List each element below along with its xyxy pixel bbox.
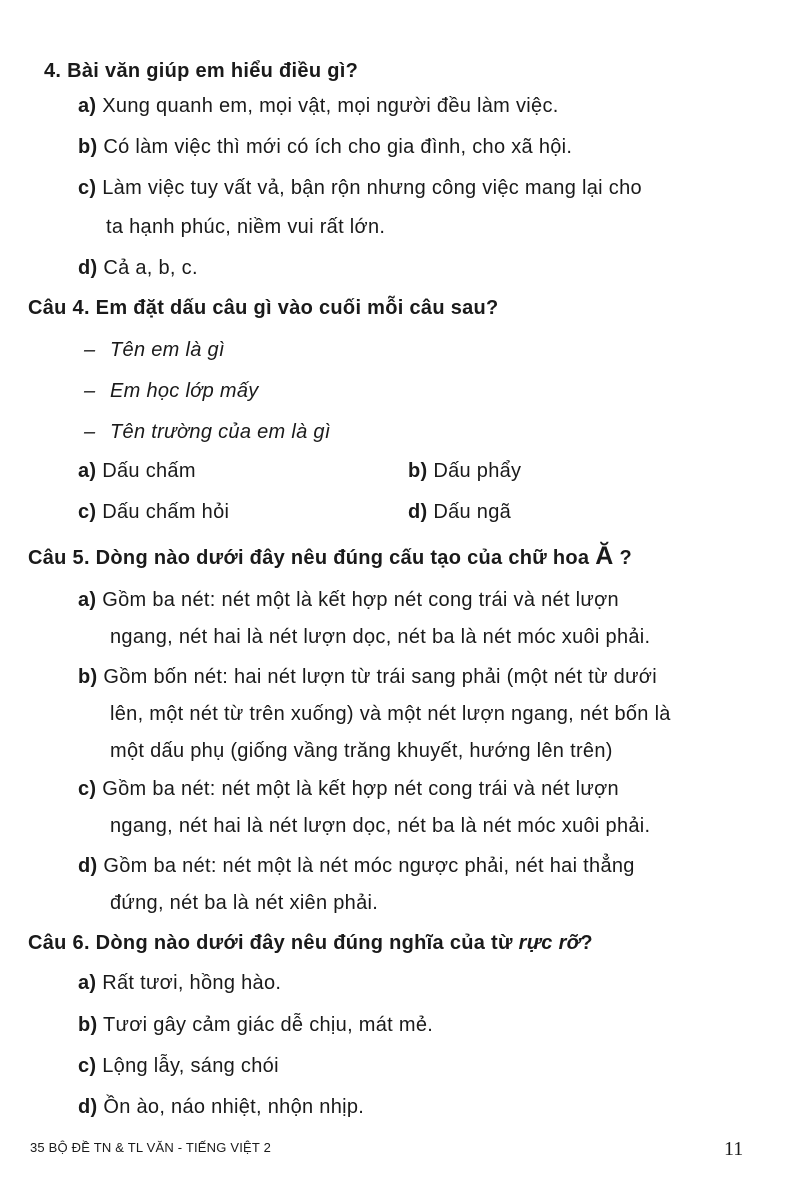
cau5-option-d-line2: đứng, nét ba là nét xiên phải. — [110, 892, 379, 914]
dash: – — [84, 421, 96, 443]
option-label: d) — [408, 501, 428, 523]
sentence-text: Em học lớp mấy — [110, 380, 259, 402]
cau5-option-a-line2: ngang, nét hai là nét lượn dọc, nét ba là nét móc xuôi phải. — [110, 626, 651, 648]
option-label: b) — [78, 1014, 98, 1036]
option-label: a) — [78, 95, 97, 117]
option-label: c) — [78, 501, 97, 523]
cau4-option-b — [408, 458, 521, 484]
question-cau5-title — [28, 543, 632, 571]
option-label: c) — [78, 778, 97, 800]
cau6-option-a — [78, 970, 281, 996]
cau5-option-b-line2: lên, một nét từ trên xuống) và một nét lượn ngang, nét bốn là — [110, 703, 671, 725]
option-text: Tươi gây cảm giác dễ chịu, mát mẻ. — [102, 1014, 434, 1036]
q4-option-c-line2: ta hạnh phúc, niềm vui rất lớn. — [106, 216, 386, 238]
option-label: b) — [408, 460, 428, 482]
option-label: a) — [78, 460, 97, 482]
title-text: Câu 6. Dòng nào dưới đây nêu đúng nghĩa của từ — [28, 932, 513, 954]
option-text: Gồm ba nét: nét một là nét móc ngược phải, nét hai thẳng — [103, 855, 635, 877]
option-text: Gồm ba nét: nét một là kết hợp nét cong trái và nét lượn — [102, 589, 619, 611]
cau5-option-d — [78, 853, 635, 879]
option-text: Dấu phẩy — [433, 460, 522, 482]
option-text: Có làm việc thì mới có ích cho gia đình, cho xã hội. — [103, 136, 573, 158]
sentence-item — [84, 378, 259, 404]
option-label: d) — [78, 257, 98, 279]
option-label: d) — [78, 1096, 98, 1118]
cau6-option-d — [78, 1094, 364, 1120]
question-mark: ? — [580, 932, 593, 954]
letter: Ă — [595, 542, 614, 570]
option-text: Xung quanh em, mọi vật, mọi người đều làm việc. — [102, 95, 559, 117]
cau6-option-b — [78, 1012, 433, 1038]
justified-line — [78, 587, 746, 613]
cau5-option-c-line2: ngang, nét hai là nét lượn dọc, nét ba là nét móc xuôi phải. — [110, 815, 651, 837]
cau4-option-c — [78, 499, 229, 525]
cau4-option-d — [408, 499, 511, 525]
cau4-option-a — [78, 458, 196, 484]
option-label: a) — [78, 972, 97, 994]
option-label-text — [78, 587, 619, 613]
cau5-option-c — [78, 776, 619, 802]
question-4-title: 4. Bài văn giúp em hiểu điều gì? — [44, 60, 359, 82]
question-mark: ? — [619, 547, 632, 569]
option-text: Gồm bốn nét: hai nét lượn từ trái sang phải (một nét từ dưới — [103, 666, 657, 688]
sentence-item — [84, 419, 331, 445]
option-label: a) — [78, 589, 97, 611]
option-text: Dấu ngã — [433, 501, 512, 523]
dash: – — [84, 380, 96, 402]
cau6-option-c — [78, 1053, 279, 1079]
question-cau6-title — [28, 930, 593, 956]
q4-option-b — [78, 134, 572, 160]
sentence-item — [84, 337, 225, 363]
option-text: Gồm ba nét: nét một là kết hợp nét cong trái và nét lượn — [102, 778, 619, 800]
cau5-option-a — [78, 587, 746, 613]
sentence-text: Tên trường của em là gì — [110, 421, 331, 443]
option-label: b) — [78, 136, 98, 158]
sentence-text: Tên em là gì — [110, 339, 225, 361]
q4-option-c — [78, 175, 642, 201]
option-text: Dấu chấm hỏi — [102, 501, 230, 523]
cau5-option-b-line3: một dấu phụ (giống vầng trăng khuyết, hướng lên trên) — [110, 740, 613, 762]
title-word: rực rỡ — [518, 932, 581, 954]
option-text: Ồn ào, náo nhiệt, nhộn nhịp. — [103, 1096, 365, 1118]
book-title-footer: 35 BỘ ĐỀ TN & TL VĂN - TIẾNG VIỆT 2 — [30, 1140, 272, 1155]
q4-option-d — [78, 255, 198, 281]
q4-option-a — [78, 93, 559, 119]
option-label: c) — [78, 1055, 97, 1077]
dash: – — [84, 339, 96, 361]
option-text: Lộng lẫy, sáng chói — [102, 1055, 279, 1077]
cau5-option-b — [78, 664, 657, 690]
option-text: Cả a, b, c. — [103, 257, 198, 279]
question-cau4-title: Câu 4. Em đặt dấu câu gì vào cuối mỗi câu sau? — [28, 297, 499, 319]
option-label: d) — [78, 855, 98, 877]
option-text: Dấu chấm — [102, 460, 196, 482]
option-text: Rất tươi, hồng hào. — [102, 972, 282, 994]
option-label: b) — [78, 666, 98, 688]
page-number: 11 — [724, 1138, 744, 1160]
option-label: c) — [78, 177, 97, 199]
title-text: Câu 5. Dòng nào dưới đây nêu đúng cấu tạo của chữ hoa — [28, 547, 590, 569]
option-text: Làm việc tuy vất vả, bận rộn nhưng công việc mang lại cho — [102, 177, 642, 199]
